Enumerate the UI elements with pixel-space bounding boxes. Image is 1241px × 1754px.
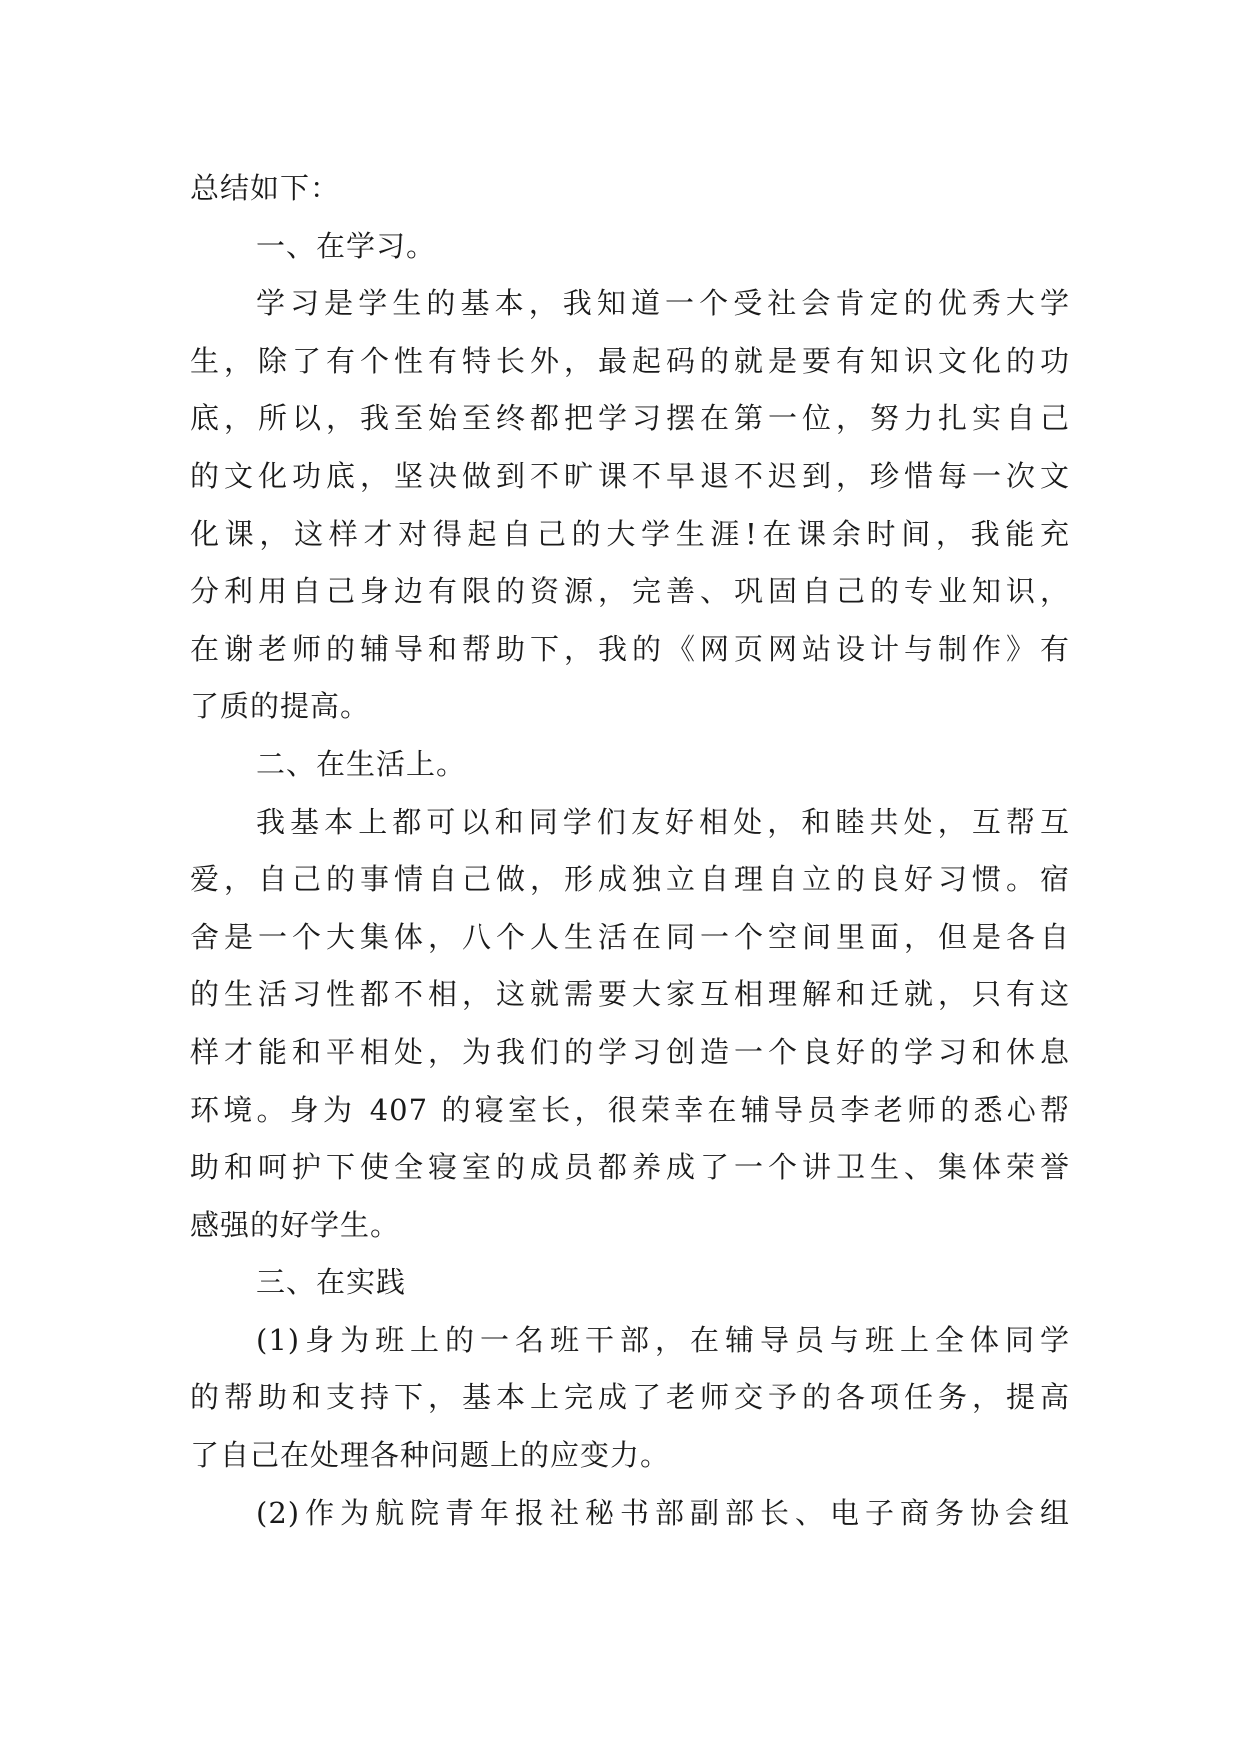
text-line: 了自己在处理各种问题上的应变力。 [190,1438,671,1473]
text-line: (1)身为班上的一名班干部，在辅导员与班上全体同学 [256,1322,1070,1357]
text-line: 了质的提高。 [190,689,371,724]
text-line: 化课，这样才对得起自己的大学生涯!在课余时间，我能充 [190,516,1070,551]
section-heading: 一、在学习。 [256,228,437,263]
section-heading: 三、在实践 [256,1265,407,1300]
text-line: 学习是学生的基本，我知道一个受社会肯定的优秀大学 [256,286,1070,321]
text-line: 的帮助和支持下，基本上完成了老师交予的各项任务，提高 [190,1380,1070,1415]
text-line: 生，除了有个性有特长外，最起码的就是要有知识文化的功 [190,343,1070,378]
text-line: 总结如下： [190,171,341,205]
text-line: 分利用自己身边有限的资源，完善、巩固自己的专业知识， [190,574,1070,609]
text-line: (2)作为航院青年报社秘书部副部长、电子商务协会组 [256,1495,1070,1530]
text-line: 我基本上都可以和同学们友好相处，和睦共处，互帮互 [256,804,1070,839]
text-line: 的生活习性都不相，这就需要大家互相理解和迁就，只有这 [190,977,1070,1012]
text-line: 环境。身为 407 的寝室长，很荣幸在辅导员李老师的悉心帮 [190,1092,1070,1127]
text-line: 样才能和平相处，为我们的学习创造一个良好的学习和休息 [190,1034,1070,1069]
text-line: 底，所以，我至始至终都把学习摆在第一位，努力扎实自己 [190,401,1070,436]
text-line: 舍是一个大集体，八个人生活在同一个空间里面，但是各自 [190,919,1070,954]
text-line: 助和呵护下使全寝室的成员都养成了一个讲卫生、集体荣誉 [190,1150,1070,1185]
text-line: 爱，自己的事情自己做，形成独立自理自立的良好习惯。宿 [190,862,1070,897]
text-line: 的文化功底，坚决做到不旷课不早退不迟到，珍惜每一次文 [190,458,1070,493]
document-body [190,160,1070,1542]
text-line: 感强的好学生。 [190,1207,401,1242]
text-line: 在谢老师的辅导和帮助下，我的《网页网站设计与制作》有 [190,631,1070,666]
section-heading: 二、在生活上。 [256,746,467,781]
